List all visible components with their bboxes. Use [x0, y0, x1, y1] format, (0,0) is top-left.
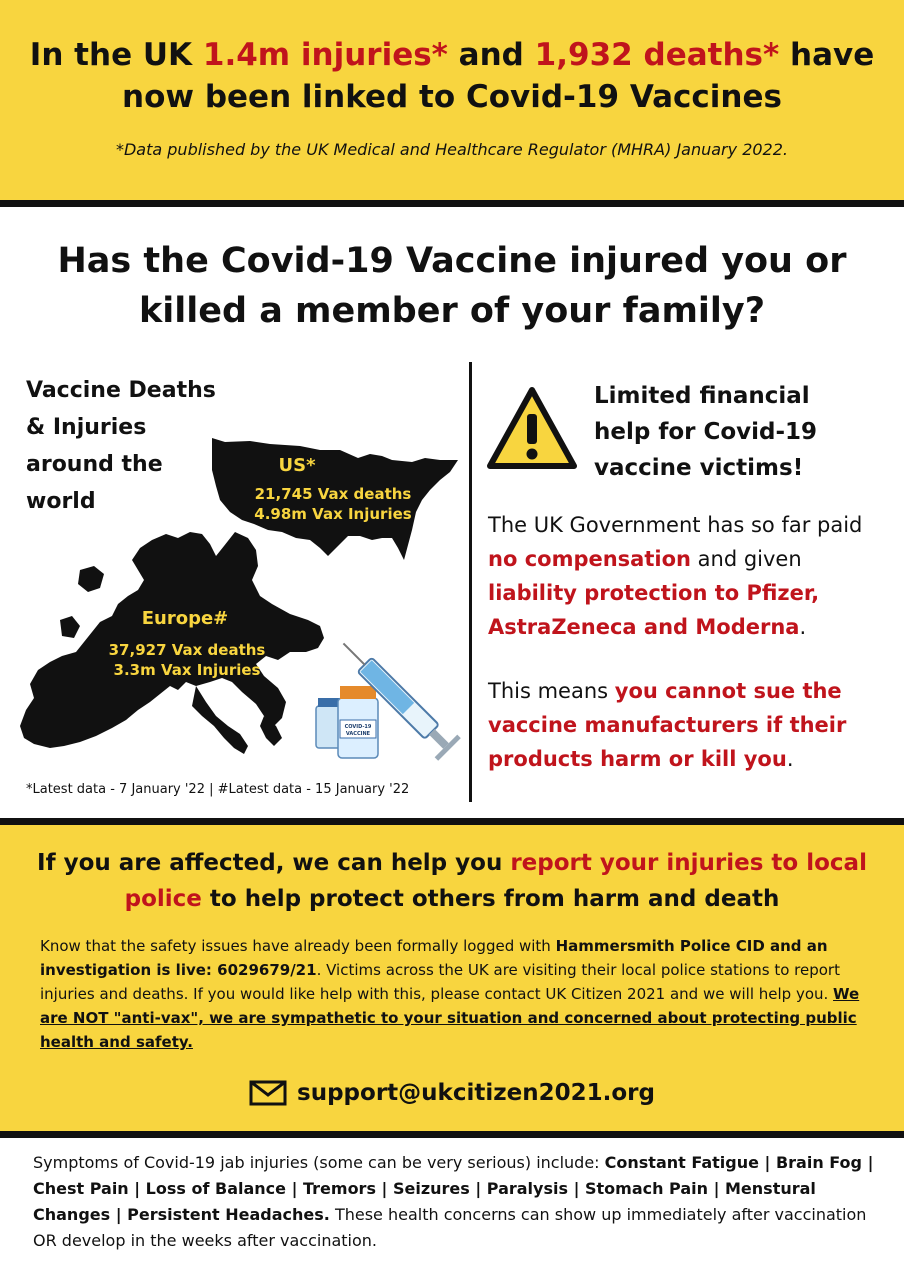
- investigation-text: Hammersmith Police CID and an investigation is live: 6029679/21: [40, 937, 828, 979]
- symptoms-text: Symptoms of Covid-19 jab injuries (some can be very serious) include:: [33, 1153, 605, 1172]
- email-contact[interactable]: [0, 1076, 904, 1110]
- svg-text:VACCINE: VACCINE: [345, 731, 371, 737]
- compensation-paragraph: [488, 508, 888, 644]
- paragraph-text: .: [786, 747, 794, 771]
- divider: [0, 818, 904, 825]
- us-stats: [238, 484, 428, 524]
- island-map-icon: [60, 616, 80, 638]
- help-title: [20, 845, 884, 917]
- europe-label: Europe#: [141, 608, 229, 629]
- warning-icon: [486, 386, 578, 470]
- us-label: US*: [278, 455, 316, 476]
- main-question: Has the Covid-19 Vaccine injured you or killed a member of your family?: [57, 241, 847, 331]
- us-deaths: 21,745 Vax deaths: [254, 485, 412, 503]
- headline-text: In the UK: [29, 37, 203, 73]
- financial-help-title: [594, 378, 817, 486]
- liability-text: liability protection to Pfizer, AstraZeneca and Moderna: [488, 581, 820, 639]
- not-anti-vax-text: We are NOT "anti-vax", we are sympathetic to your situation and concerned about protecting public health and safety.: [40, 985, 860, 1051]
- financial-title-line: help for Covid-19: [594, 419, 818, 445]
- symptoms-list: Constant Fatigue | Brain Fog | Chest Pain | Loss of Balance | Tremors | Seizures | Paralysis | Stomach Pain | Menstural Changes | Persistent Headaches.: [33, 1153, 874, 1224]
- map-footnote: *Latest data - 7 January '22 | #Latest data - 15 January '22: [26, 782, 410, 797]
- island-map-icon: [78, 566, 104, 592]
- us-injuries: 4.98m Vax Injuries: [254, 505, 412, 523]
- paragraph-text: This means: [488, 679, 615, 703]
- help-title-text: to help protect others from harm and death: [201, 886, 780, 912]
- divider: [0, 1131, 904, 1138]
- svg-text:COVID-19: COVID-19: [344, 724, 372, 730]
- email-link[interactable]: support@ukcitizen2021.org: [297, 1080, 655, 1106]
- cannot-sue-paragraph: [488, 674, 888, 776]
- no-compensation-text: no compensation: [488, 547, 691, 571]
- financial-title-line: vaccine victims!: [594, 455, 804, 481]
- headline-note: *Data published by the UK Medical and Healthcare Regulator (MHRA) January 2022.: [115, 140, 788, 159]
- paragraph-text: and given: [690, 547, 802, 571]
- headline-injuries: 1.4m injuries*: [202, 37, 448, 73]
- report-injuries-text: report your injuries to local police: [124, 850, 867, 912]
- help-title-text: If you are affected, we can help you: [37, 850, 511, 876]
- world-title-line: & Injuries: [26, 415, 147, 440]
- world-title-line: Vaccine Deaths: [26, 378, 216, 403]
- symptoms-paragraph: [33, 1150, 878, 1254]
- vaccine-vial-icon: [316, 686, 378, 758]
- envelope-icon: [249, 1080, 287, 1106]
- financial-title-line: Limited financial: [594, 383, 810, 409]
- world-title-line: around the: [26, 452, 163, 477]
- paragraph-text: The UK Government has so far paid: [488, 513, 863, 537]
- cannot-sue-text: you cannot sue the vaccine manufacturers if their products harm or kill you: [488, 679, 847, 771]
- world-title-line: world: [26, 489, 96, 514]
- europe-deaths: 37,927 Vax deaths: [108, 641, 266, 659]
- help-body-text: . Victims across the UK are visiting their local police stations to report injuries and deaths. If you would like help with this, please contact UK Citizen 2021 and we will help you.: [40, 961, 840, 1003]
- headline-text: and: [447, 37, 535, 73]
- headline: [0, 34, 904, 118]
- symptoms-text: These health concerns can show up immediately after vaccination OR develop in the weeks after vaccination.: [33, 1205, 867, 1250]
- europe-stats: [92, 640, 282, 680]
- europe-injuries: 3.3m Vax Injuries: [113, 661, 261, 679]
- paragraph-text: .: [799, 615, 807, 639]
- help-body: [40, 934, 875, 1054]
- help-body-text: Know that the safety issues have already been formally logged with: [40, 937, 556, 955]
- italy-map-icon: [192, 686, 248, 754]
- divider: [0, 200, 904, 207]
- world-map: [20, 420, 465, 770]
- headline-text: have now been linked to Covid-19 Vaccines: [122, 37, 875, 115]
- headline-deaths: 1,932 deaths*: [534, 37, 780, 73]
- column-divider: [469, 362, 472, 802]
